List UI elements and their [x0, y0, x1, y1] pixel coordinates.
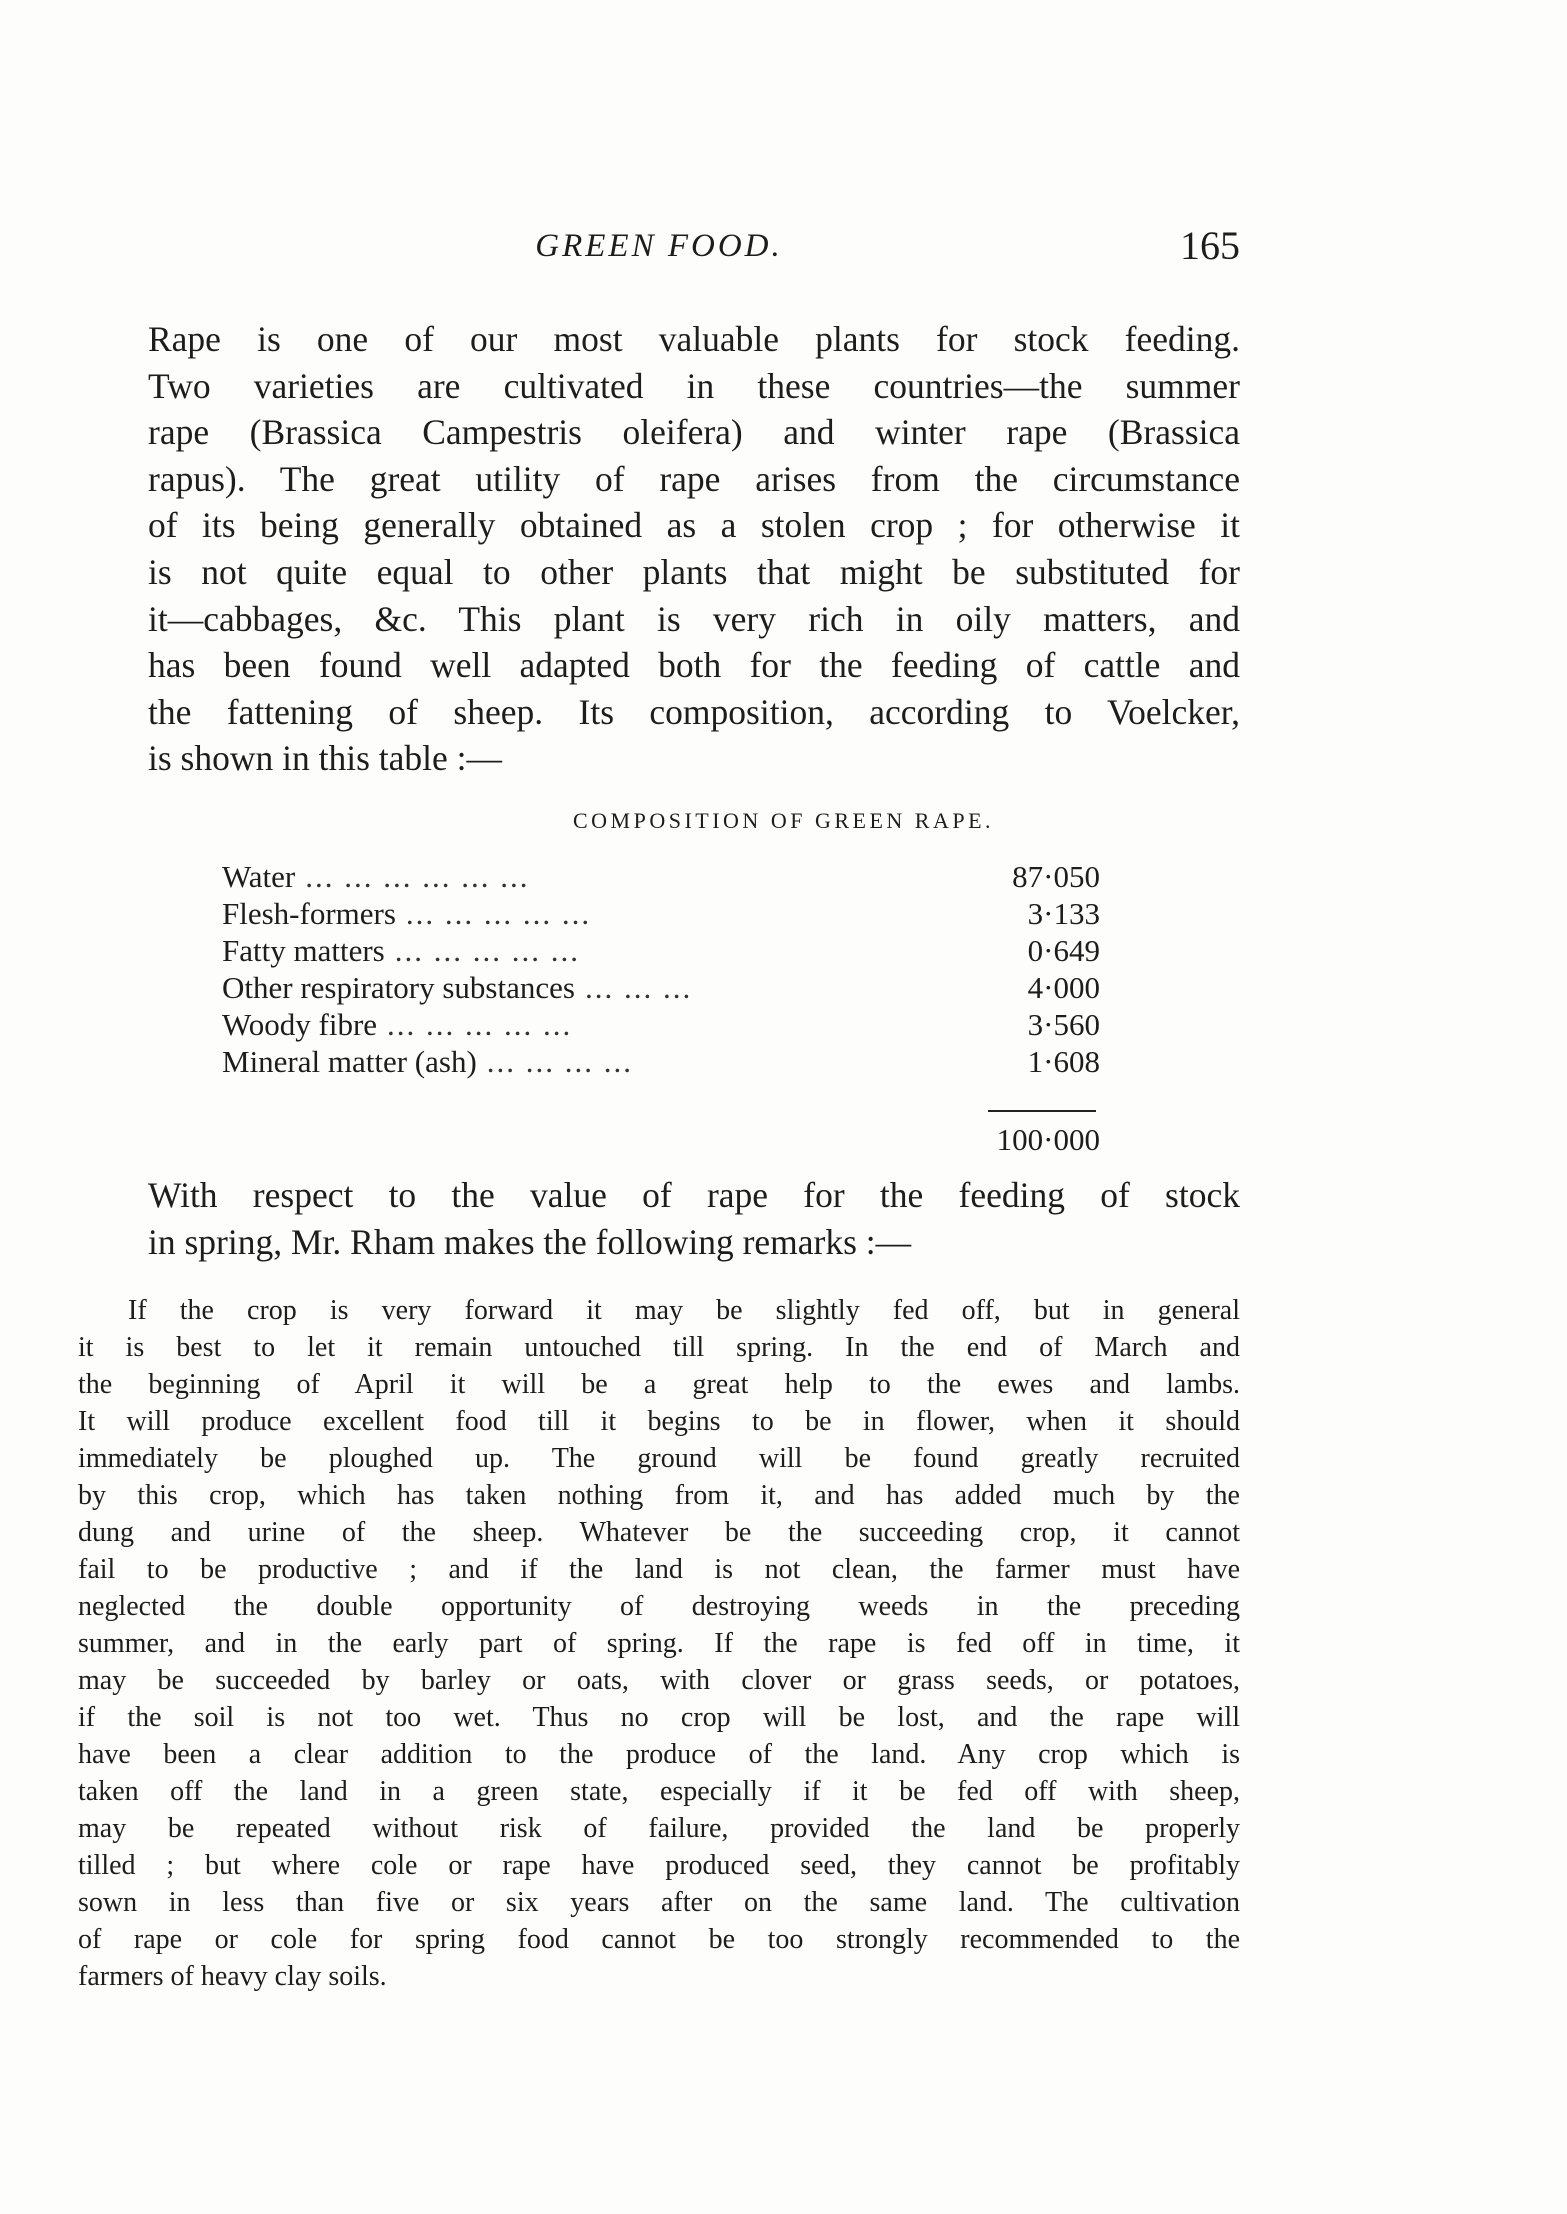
- table-caption: COMPOSITION OF GREEN RAPE.: [572, 808, 995, 833]
- quote-line: may be repeated without risk of failure, provided the land be properly: [78, 1813, 1240, 1844]
- total-rule: [988, 1110, 1096, 1112]
- row-label: Other respiratory substances: [222, 970, 575, 1005]
- row-value: 3·133: [1027, 896, 1100, 931]
- row-label: Woody fibre: [222, 1007, 378, 1042]
- paragraph-rape-intro: [78, 316, 1240, 782]
- table-row: [222, 1043, 1100, 1080]
- row-label: Fatty matters: [222, 933, 385, 968]
- text-line: has been found well adapted both for the feeding of cattle and: [148, 645, 1240, 686]
- row-value: 1·608: [1027, 1044, 1100, 1079]
- text-line: is not quite equal to other plants that might be substituted for: [148, 551, 1240, 592]
- table-row: [222, 1006, 1100, 1043]
- quote-line: tilled ; but where cole or rape have produced seed, they cannot be profitably: [78, 1850, 1240, 1881]
- row-value: 87·050: [1012, 859, 1100, 894]
- table-total: 100·000: [996, 1122, 1100, 1157]
- dot-leader: ... ... ... ...: [486, 1044, 634, 1079]
- text-line: of its being generally obtained as a stolen crop ; for otherwise it: [148, 505, 1240, 546]
- quote-line: have been a clear addition to the produce of the land. Any crop which is: [78, 1739, 1240, 1770]
- quote-line: sown in less than five or six years after on the same land. The cultivation: [78, 1887, 1240, 1918]
- quote-line: of rape or cole for spring food cannot be too strongly recommended to the: [78, 1924, 1240, 1955]
- quote-line: immediately be ploughed up. The ground will be found greatly recruited: [78, 1443, 1240, 1474]
- quote-line: taken off the land in a green state, especially if it be fed off with sheep,: [78, 1776, 1240, 1807]
- dot-leader: ... ... ...: [584, 970, 693, 1005]
- text-line: Rape is one of our most valuable plants for stock feeding.: [148, 319, 1240, 359]
- row-value: 3·560: [1027, 1007, 1100, 1042]
- quote-line: farmers of heavy clay soils.: [78, 1961, 387, 1992]
- text-line: the fattening of sheep. Its composition, according to Voelcker,: [148, 691, 1240, 732]
- quote-line: If the crop is very forward it may be slightly fed off, but in general: [128, 1295, 1240, 1326]
- text-line: in spring, Mr. Rham makes the following remarks :—: [148, 1221, 912, 1262]
- text-line: With respect to the value of rape for the feeding of stock: [148, 1175, 1240, 1215]
- page-number: 165: [1180, 223, 1240, 268]
- table-row: [222, 932, 1100, 969]
- text-line: it—cabbages, &c. This plant is very rich in oily matters, and: [148, 598, 1240, 639]
- row-label: Flesh-formers: [222, 896, 396, 931]
- row-value: 0·649: [1027, 933, 1100, 968]
- table-row: [222, 969, 1100, 1006]
- table-row: [222, 895, 1100, 932]
- row-value: 4·000: [1027, 970, 1100, 1005]
- quote-line: if the soil is not too wet. Thus no crop will be lost, and the rape will: [78, 1702, 1240, 1733]
- row-label: Water: [222, 859, 296, 894]
- composition-table: [222, 858, 1100, 1080]
- dot-leader: ... ... ... ... ...: [387, 1007, 573, 1042]
- dot-leader: ... ... ... ... ...: [394, 933, 580, 968]
- quote-line: the beginning of April it will be a great help to the ewes and lambs.: [78, 1369, 1240, 1400]
- rham-quotation: [78, 1292, 1240, 1995]
- quote-line: neglected the double opportunity of destroying weeds in the preceding: [78, 1591, 1240, 1622]
- table-row: [222, 858, 1100, 895]
- quote-line: summer, and in the early part of spring. If the rape is fed off in time, it: [78, 1628, 1240, 1659]
- text-line: Two varieties are cultivated in these countries—the summer: [148, 365, 1240, 406]
- text-line: rapus). The great utility of rape arises from the circumstance: [148, 458, 1240, 499]
- quote-line: fail to be productive ; and if the land is not clean, the farmer must have: [78, 1554, 1240, 1585]
- quote-line: dung and urine of the sheep. Whatever be the succeeding crop, it cannot: [78, 1517, 1240, 1548]
- page-header: [78, 223, 1240, 288]
- running-head: GREEN FOOD.: [535, 228, 783, 264]
- paragraph-rham-intro: [78, 1172, 1240, 1265]
- text-line: rape (Brassica Campestris oleifera) and winter rape (Brassica: [148, 412, 1240, 453]
- quote-line: It will produce excellent food till it begins to be in flower, when it should: [78, 1406, 1240, 1437]
- text-line: is shown in this table :—: [148, 738, 503, 779]
- dot-leader: ... ... ... ... ...: [405, 896, 592, 931]
- quote-line: it is best to let it remain untouched till spring. In the end of March and: [78, 1332, 1240, 1363]
- row-label: Mineral matter (ash): [222, 1044, 477, 1079]
- quote-line: may be succeeded by barley or oats, with clover or grass seeds, or potatoes,: [78, 1665, 1240, 1696]
- quote-line: by this crop, which has taken nothing from it, and has added much by the: [78, 1480, 1240, 1511]
- dot-leader: ... ... ... ... ... ...: [305, 859, 530, 894]
